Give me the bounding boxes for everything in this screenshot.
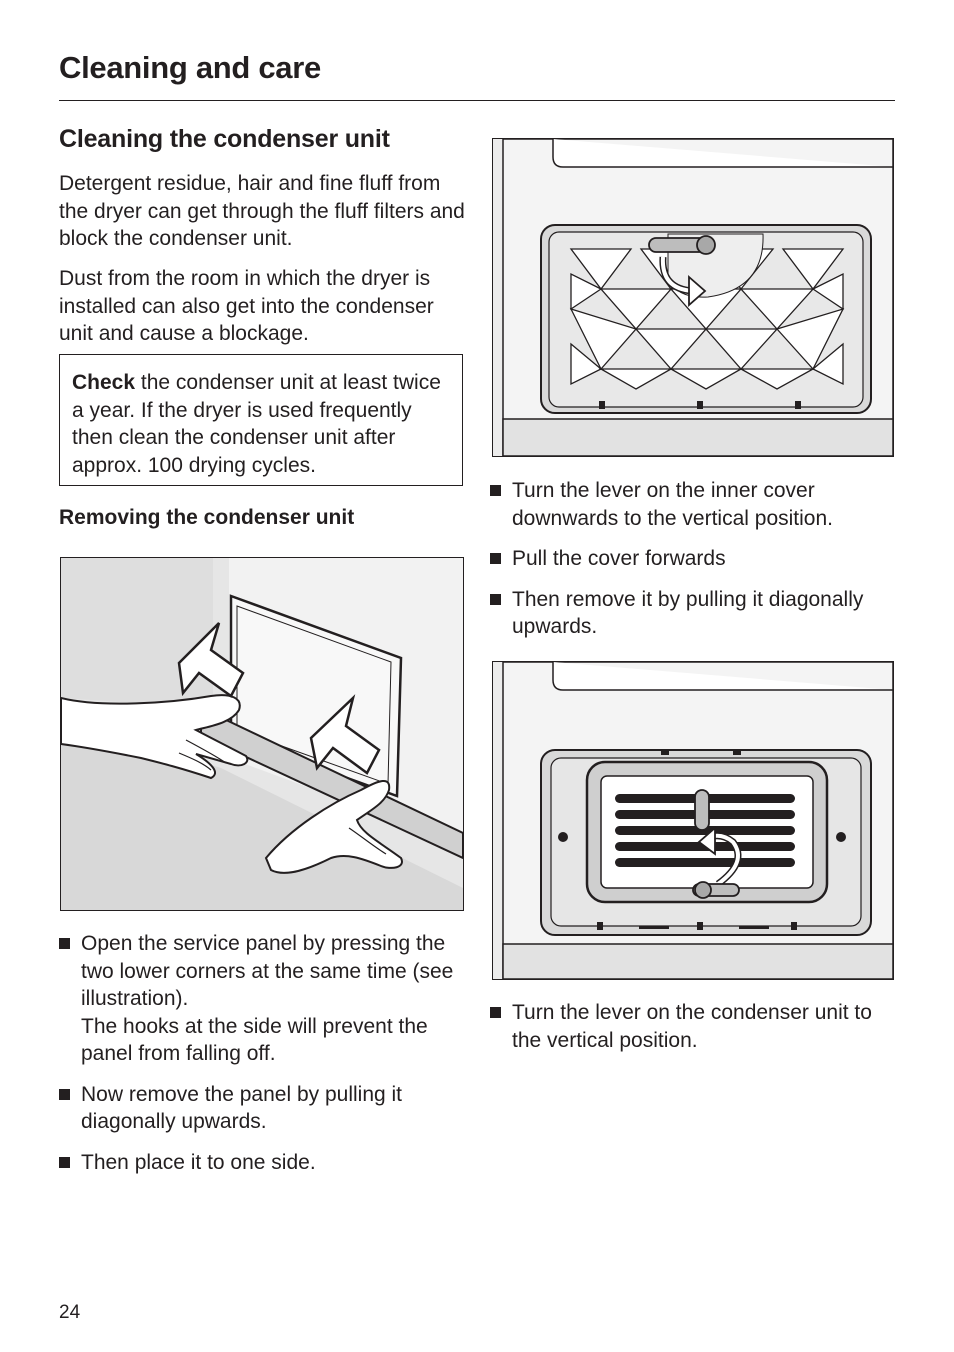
removing-heading: Removing the condenser unit	[59, 506, 355, 529]
bullet-square-icon	[490, 485, 501, 496]
list-item	[490, 477, 890, 532]
step-text: Now remove the panel by pulling it diagonally upwards.	[81, 1082, 403, 1133]
section-title: Cleaning the condenser unit	[59, 125, 390, 153]
list-item	[490, 999, 890, 1054]
unit-steps-list	[490, 999, 890, 1067]
list-item	[59, 1081, 469, 1136]
removing-steps-list	[59, 930, 469, 1189]
note-box	[59, 354, 463, 486]
step-text: Open the service panel by pressing the two lower corners at the same time (see illustration). The hooks at the side will prevent the panel from falling off.	[81, 932, 454, 1065]
service-panel-illustration	[60, 557, 464, 911]
step-text: Turn the lever on the condenser unit to the vertical position.	[512, 1001, 872, 1052]
intro-paragraph-1: Detergent residue, hair and fine fluff from the dryer can get through the fluff filters and block the condenser unit.	[59, 172, 465, 250]
note-bold: Check	[72, 371, 136, 394]
bullet-square-icon	[59, 938, 70, 949]
list-item	[59, 930, 469, 1068]
bullet-square-icon	[490, 594, 501, 605]
intro-paragraph-2: Dust from the room in which the dryer is installed can also get into the condenser unit and cause a blockage.	[59, 267, 434, 345]
step-text: Then place it to one side.	[81, 1150, 316, 1174]
list-item	[490, 545, 890, 573]
cover-steps-list	[490, 477, 890, 654]
note-body: the condenser unit at least twice a year. If the dryer is used frequently then clean the condenser unit after approx. 100 drying cycles.	[72, 371, 441, 477]
bullet-square-icon	[59, 1089, 70, 1100]
condenser-unit-illustration	[492, 661, 894, 980]
header-divider	[59, 100, 895, 101]
list-item	[59, 1149, 469, 1177]
bullet-square-icon	[490, 1007, 501, 1018]
page-number: 24	[59, 1302, 81, 1323]
step-text: Then remove it by pulling it diagonally upwards.	[512, 587, 864, 638]
inner-cover-illustration	[492, 138, 894, 457]
bullet-square-icon	[490, 553, 501, 564]
bullet-square-icon	[59, 1157, 70, 1168]
note-text	[72, 369, 452, 479]
list-item	[490, 586, 890, 641]
page-title: Cleaning and care	[59, 50, 321, 85]
step-text: Pull the cover forwards	[512, 547, 726, 570]
step-text: Turn the lever on the inner cover downwards to the vertical position.	[512, 479, 833, 530]
